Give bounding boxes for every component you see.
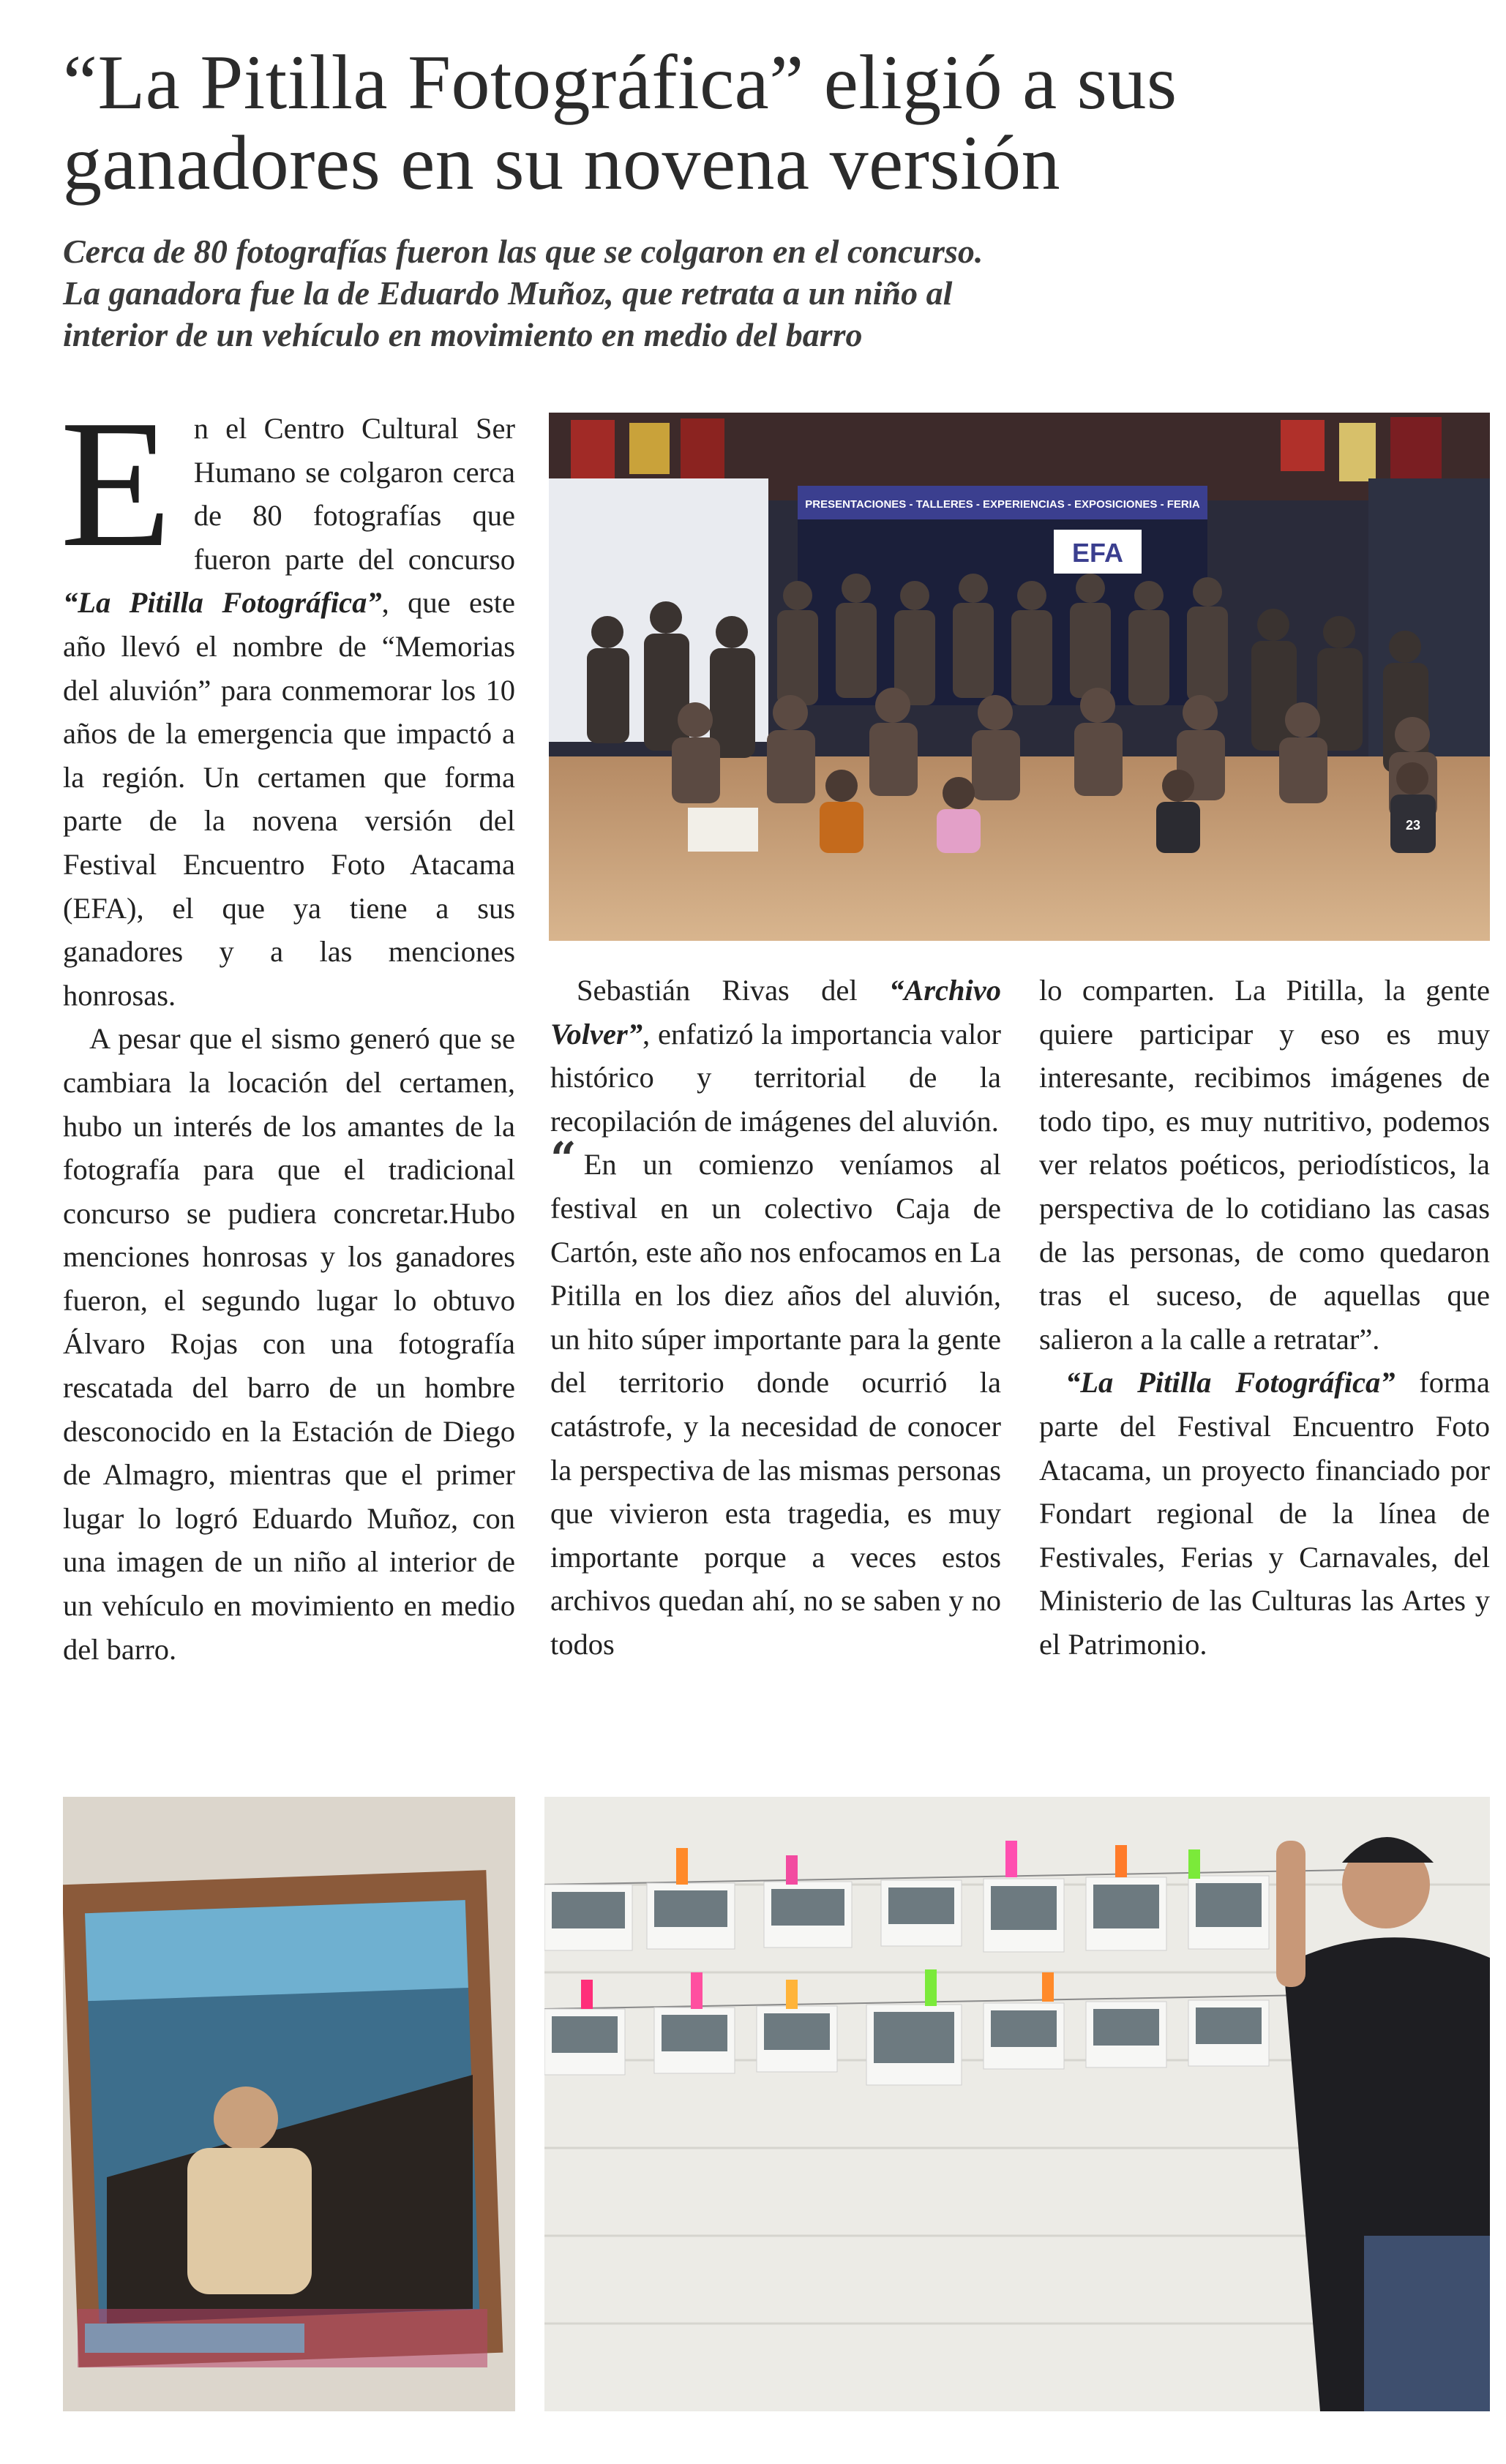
paragraph-text: n el Centro Cultural Ser Humano se colgaron cerca de 80 fotografías que fueron parte del concurso: [193, 412, 515, 576]
exhibition-photo: [544, 1797, 1490, 2411]
clothesline-illustration: [544, 1797, 1490, 2411]
paragraph: [1039, 1361, 1490, 1666]
deck-line-3: interior de un vehículo en movimiento en medio del barro: [63, 316, 863, 353]
article-column-2: [550, 969, 1001, 1667]
archive-name: “Archivo Volver”: [550, 974, 1001, 1051]
quote-paragraph: [550, 1132, 1001, 1666]
article-column-3: [1039, 969, 1490, 1667]
paragraph-text: , que este año llevó el nombre de “Memorias del aluvión” para conmemorar los 10 años de la emergencia que impactó a la región. Un certamen que forma parte de la novena versión del Festival Encuentro Foto Atacama (EFA), el que ya tiene a sus ganadores y a las menciones honrosas.: [63, 586, 515, 1012]
efa-logo: EFA: [1071, 538, 1124, 568]
banner-text: PRESENTACIONES - TALLERES - EXPERIENCIAS - EXPOSICIONES - FERIA: [805, 498, 1200, 511]
article-column-1: [60, 383, 515, 1671]
paragraph-text: , enfatizó la importancia valor histórico y territorial de la recopilación de imágenes del aluvión.: [550, 1017, 1001, 1138]
deck-line-1: Cerca de 80 fotografías fueron las que se colgaron en el concurso.: [63, 233, 984, 270]
shirt-number: 23: [1405, 818, 1421, 833]
quote-text: En un comienzo veníamos al festival en un colectivo Caja de Cartón, este año nos enfocamos en La Pitilla en los diez años del aluvión, un hito súper importante para la gente del territorio donde ocurrió la catástrofe, y la necesidad de conocer la perspectiva de las mismas personas que vivieron esta tragedia, es muy importante porque a veces estos archivos quedan ahí, no se saben y no todos: [550, 1148, 1001, 1661]
paragraph: [550, 969, 1001, 1143]
paragraph: A pesar que el sismo generó que se cambiara la locación del certamen, hubo un interés de los amantes de la fotografía para que el tradicional concurso se pudiera concretar.Hubo menciones honrosas y los ganadores fueron, el segundo lugar lo obtuvo Álvaro Rojas con una fotografía rescatada del barro de un hombre desconocido en la Estación de Diego de Almagro, mientras que el primer lugar lo logró Eduardo Muñoz, con una imagen de un niño al interior de un vehículo en movimiento en medio del barro.: [63, 1022, 515, 1666]
headline: [63, 40, 1453, 206]
contest-name: “La Pitilla Fotográfica”: [1065, 1366, 1396, 1400]
drop-cap: E: [60, 383, 172, 585]
group-photo-illustration: [549, 413, 1490, 941]
damaged-photo-illustration: [63, 1797, 515, 2411]
quote-mark-icon: “: [550, 1132, 577, 1186]
paragraph: lo comparten. La Pitilla, la gente quiere participar y eso es muy interesante, recibimos imágenes de todo tipo, es muy nutritivo, podemos ver relatos poéticos, periodísticos, la perspectiva de lo cotidiano las casas de las personas, de como quedaron tras el suceso, de aquellas que salieron a la calle a retratar”.: [1039, 974, 1490, 1356]
headline-line-2: ganadores en su novena versión: [63, 120, 1061, 206]
headline-line-1: “La Pitilla Fotográfica” eligió a sus: [63, 40, 1177, 125]
paragraph: [60, 383, 515, 1017]
deck-line-2: La ganadora fue la de Eduardo Muñoz, que retrata a un niño al: [63, 274, 953, 312]
winning-photo-man: [63, 1797, 515, 2411]
group-photo: [549, 413, 1490, 941]
contest-name: “La Pitilla Fotográfica”: [63, 586, 382, 620]
paragraph-text: forma parte del Festival Encuentro Foto Atacama, un proyecto financiado por Fondart regional de la línea de Festivales, Ferias y Carnavales, del Ministerio de las Culturas las Artes y el Patrimonio.: [1039, 1366, 1491, 1661]
paragraph-text: Sebastián Rivas del: [577, 974, 889, 1007]
deck-subtitle: [63, 230, 1453, 356]
